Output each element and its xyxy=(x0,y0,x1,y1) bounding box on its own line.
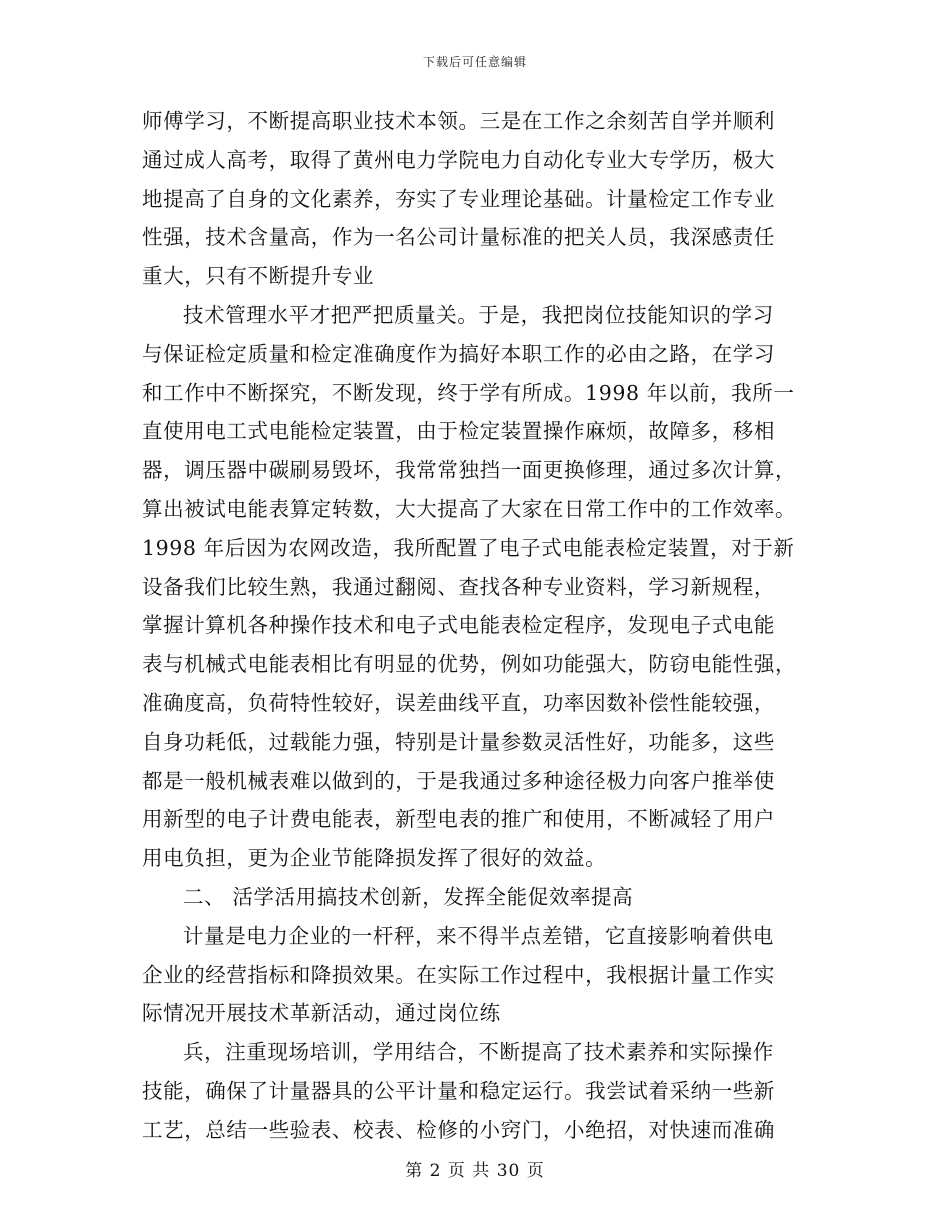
text-line: 与保证检定质量和检定准确度作为搞好本职工作的必由之路，在学习 xyxy=(142,341,775,366)
text-line: 都是一般机械表难以做到的，于是我通过多种途径极力向客户推举使 xyxy=(142,768,775,793)
text-line: 掌握计算机各种操作技术和电子式电能表检定程序，发现电子式电能 xyxy=(142,613,775,638)
text-line: 用新型的电子计费电能表，新型电表的推广和使用，不断减轻了用户 xyxy=(142,807,775,832)
text-line: 器，调压器中碳刷易毁坏，我常常独挡一面更换修理，通过多次计算， xyxy=(142,458,797,483)
text-line: 通过成人高考，取得了黄州电力学院电力自动化专业大专学历，极大 xyxy=(142,147,775,172)
text-line: 直使用电工式电能检定装置，由于检定装置操作麻烦，故障多，移相 xyxy=(142,419,775,444)
text-line: 二、 活学活用搞技术创新，发挥全能促效率提高 xyxy=(183,884,634,909)
text-line: 际情况开展技术革新活动，通过岗位练 xyxy=(142,1001,501,1026)
page-footer: 第 2 页 共 30 页 xyxy=(405,1161,545,1181)
text-line: 师傅学习，不断提高职业技术本领。三是在工作之余刻苦自学并顺利 xyxy=(142,109,775,133)
text-line: 兵，注重现场培训，学用结合，不断提高了技术素养和实际操作 xyxy=(183,1040,774,1065)
text-line: 和工作中不断探究，不断发现，终于学有所成。1998 年以前，我所一 xyxy=(142,380,795,405)
text-line: 技术管理水平才把严把质量关。于是，我把岗位技能知识的学习 xyxy=(183,302,774,327)
text-line: 表与机械式电能表相比有明显的优势，例如功能强大，防窃电能性强， xyxy=(142,652,797,677)
text-line: 企业的经营指标和降损效果。在实际工作过程中，我根据计量工作实 xyxy=(142,962,775,987)
document-body xyxy=(142,102,802,1150)
text-line: 准确度高，负荷特性较好，误差曲线平直，功率因数补偿性能较强， xyxy=(142,690,775,715)
text-line: 地提高了自身的文化素养，夯实了专业理论基础。计量检定工作专业 xyxy=(142,186,775,211)
text-line: 算出被试电能表算定转数，大大提高了大家在日常工作中的工作效率。 xyxy=(142,496,797,521)
text-line: 1998 年后因为农网改造，我所配置了电子式电能表检定装置，对于新 xyxy=(142,535,795,560)
text-line: 用电负担，更为企业节能降损发挥了很好的效益。 xyxy=(142,846,607,871)
text-line: 工艺，总结一些验表、校表、检修的小窍门，小绝招，对快速而准确 xyxy=(142,1117,775,1142)
text-line: 设备我们比较生熟，我通过翻阅、查找各种专业资料，学习新规程， xyxy=(142,574,775,599)
text-line: 重大，只有不断提升专业 xyxy=(142,264,375,289)
text-line: 计量是电力企业的一杆秤，来不得半点差错，它直接影响着供电 xyxy=(183,923,774,948)
text-line: 自身功耗低，过载能力强，特别是计量参数灵活性好，功能多，这些 xyxy=(142,729,775,754)
text-line: 性强，技术含量高，作为一名公司计量标准的把关人员，我深感责任 xyxy=(142,225,775,250)
page-header: 下载后可任意编辑 xyxy=(422,55,527,69)
text-line: 技能，确保了计量器具的公平计量和稳定运行。我尝试着采纳一些新 xyxy=(142,1078,775,1103)
